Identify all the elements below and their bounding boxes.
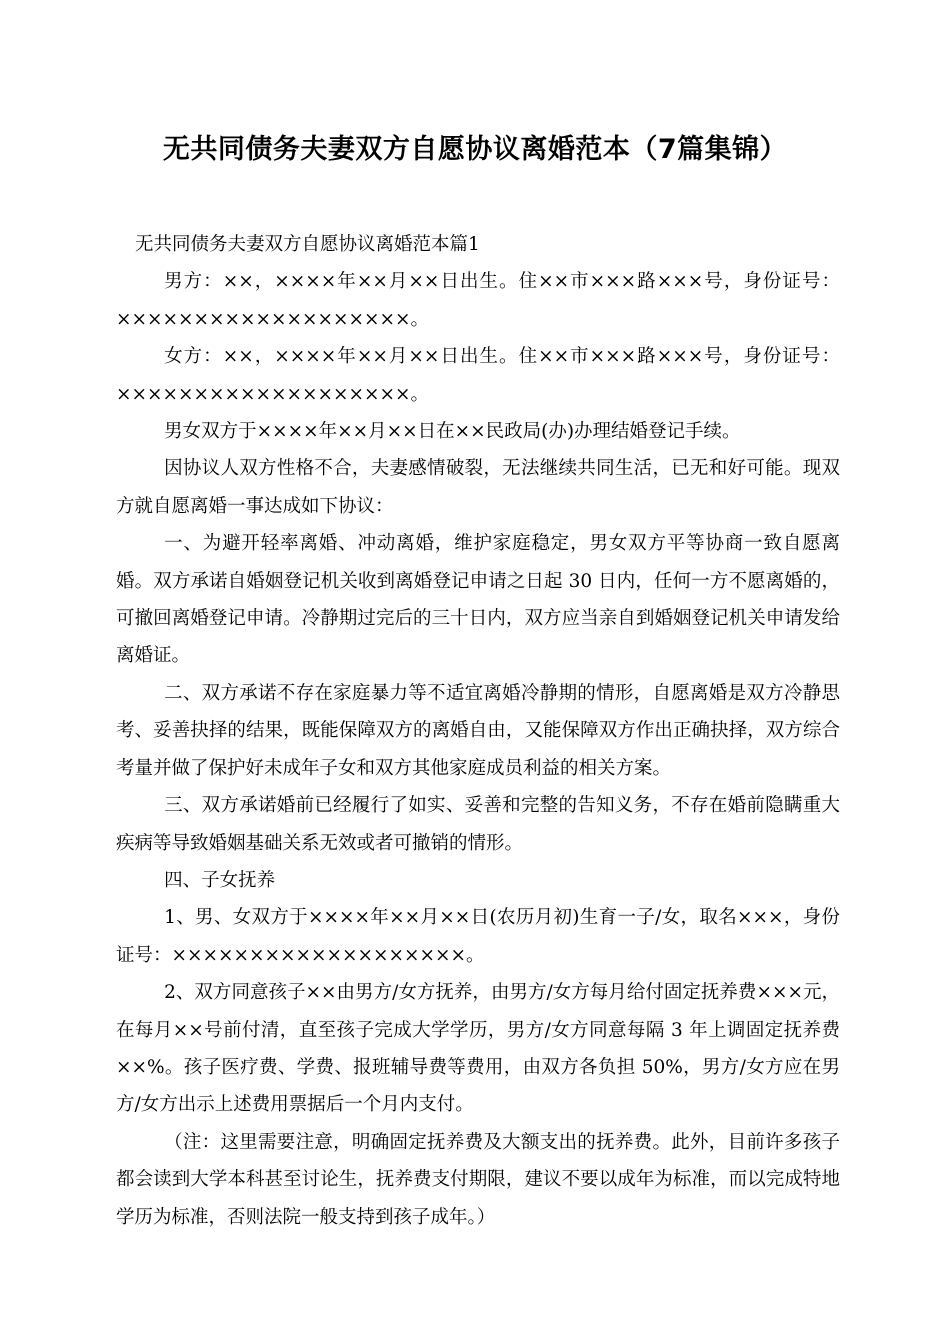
paragraph-male-party: 男方：××，××××年××月××日出生。住××市×××路×××号，身份证号：×××××××××××××××××××。 [116,271,840,330]
paragraph-note: （注：这里需要注意，明确固定抚养费及大额支出的抚养费。此外，目前许多孩子都会读到大学本科甚至讨论生，抚养费支付期限，建议不要以成年为标准，而以完成特地学历为标准，否则法院一般支持到孩子成年。） [116,1131,840,1228]
paragraph-clause-2: 二、双方承诺不存在家庭暴力等不适宜离婚冷静期的情形，自愿离婚是双方冷静思考、妥善抉择的结果，既能保障双方的离婚自由，又能保障双方作出正确抉择，双方综合考量并做了保护好未成年子女和双方其他家庭成员利益的相关方案。 [116,682,840,779]
paragraph-clause-3: 三、双方承诺婚前已经履行了如实、妥善和完整的告知义务，不存在婚前隐瞒重大疾病等导致婚姻基础关系无效或者可撤销的情形。 [116,795,840,854]
section-heading: 无共同债务夫妻双方自愿协议离婚范本篇1 [135,234,480,255]
document-title: 无共同债务夫妻双方自愿协议离婚范本（7篇集锦） [162,134,788,165]
paragraph-child-support: 2、双方同意孩子××由男方/女方抚养，由男方/女方每月给付固定抚养费×××元，在每月××号前付清，直至孩子完成大学学历，男方/女方同意每隔 3 年上调固定抚养费××%。孩子医疗费、学费、报班辅导费等费用，由双方各负担 50%，男方/女方应在男方/女方出示上述费用票据后一个月内支付。 [116,982,840,1116]
document-body [116,226,840,1236]
paragraph-clause-1: 一、为避开轻率离婚、冲动离婚，维护家庭稳定，男女双方平等协商一致自愿离婚。双方承诺自婚姻登记机关收到离婚登记申请之日起 30 日内，任何一方不愿离婚的，可撤回离婚登记申请。冷静期过完后的三十日内，双方应当亲自到婚姻登记机关申请发给离婚证。 [116,533,840,667]
paragraph-clause-4-heading: 四、子女抚养 [164,869,276,891]
paragraph-child-info: 1、男、女双方于××××年××月××日(农历月初)生育一子/女，取名×××，身份证号：×××××××××××××××××××。 [116,907,840,966]
paragraph-marriage-registration: 男女双方于××××年××月××日在××民政局(办)办理结婚登记手续。 [164,421,741,443]
paragraph-female-party: 女方：××，××××年××月××日出生。住××市×××路×××号，身份证号：×××××××××××××××××××。 [116,346,840,405]
paragraph-divorce-reason: 因协议人双方性格不合，夫妻感情破裂，无法继续共同生活，已无和好可能。现双方就自愿离婚一事达成如下协议： [116,458,840,517]
